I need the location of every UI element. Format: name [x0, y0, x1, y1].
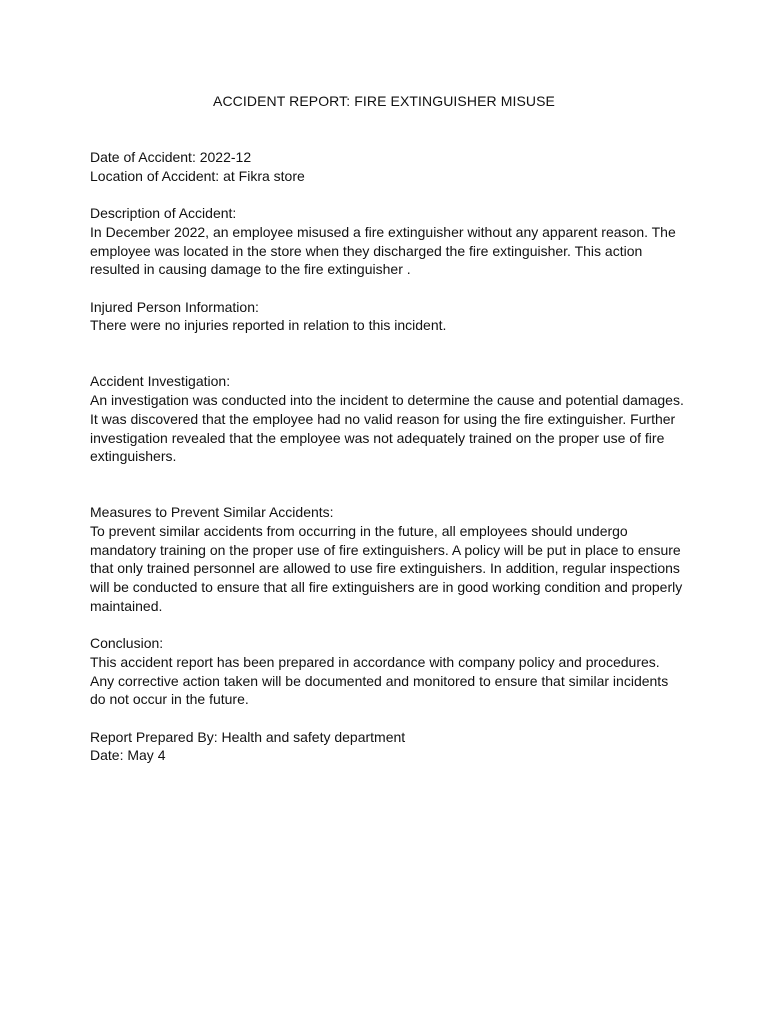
investigation-line: extinguishers.	[90, 448, 177, 465]
investigation-line: An investigation was conducted into the incident to determine the cause and potential damages.	[90, 392, 684, 409]
description-heading: Description of Accident:	[90, 205, 237, 222]
injured-line: There were no injuries reported in relation to this incident.	[90, 317, 447, 334]
conclusion-heading: Conclusion:	[90, 635, 164, 652]
investigation-heading: Accident Investigation:	[90, 373, 231, 390]
report-body	[90, 148, 690, 765]
conclusion-section	[90, 634, 690, 709]
date-of-accident: Date of Accident: 2022-12	[90, 149, 252, 165]
conclusion-line: Any corrective action taken will be documented and monitored to ensure that similar incidents	[90, 672, 669, 689]
report-date: Date: May 4	[90, 747, 166, 764]
prepared-by: Report Prepared By: Health and safety department	[90, 728, 406, 745]
conclusion-line: This accident report has been prepared in accordance with company policy and procedures.	[90, 653, 660, 670]
measures-heading: Measures to Prevent Similar Accidents:	[90, 504, 334, 521]
injured-heading: Injured Person Information:	[90, 298, 259, 315]
measures-line: maintained.	[90, 597, 163, 614]
measures-section	[90, 503, 690, 615]
description-line: resulted in causing damage to the fire extinguisher .	[90, 261, 411, 278]
injured-section	[90, 298, 690, 335]
conclusion-line: do not occur in the future.	[90, 691, 249, 708]
investigation-section	[90, 372, 690, 466]
investigation-line: It was discovered that the employee had no valid reason for using the fire extinguisher. Further	[90, 410, 676, 427]
investigation-line: investigation revealed that the employee was not adequately trained on the proper use of fire	[90, 429, 665, 446]
description-section	[90, 204, 690, 279]
measures-line: mandatory training on the proper use of fire extinguishers. A policy will be put in place to ensure	[90, 541, 681, 558]
description-line: In December 2022, an employee misused a fire extinguisher without any apparent reason. The	[90, 223, 676, 240]
measures-line: that only trained personnel are allowed to use fire extinguishers. In addition, regular inspections	[90, 560, 680, 577]
report-title: ACCIDENT REPORT: FIRE EXTINGUISHER MISUSE	[213, 93, 555, 109]
description-line: employee was located in the store when they discharged the fire extinguisher. This action	[90, 242, 643, 259]
location-of-accident: Location of Accident: at Fikra store	[90, 167, 305, 184]
measures-line: will be conducted to ensure that all fire extinguishers are in good working condition and properly	[90, 579, 683, 596]
measures-line: To prevent similar accidents from occurring in the future, all employees should undergo	[90, 523, 628, 539]
